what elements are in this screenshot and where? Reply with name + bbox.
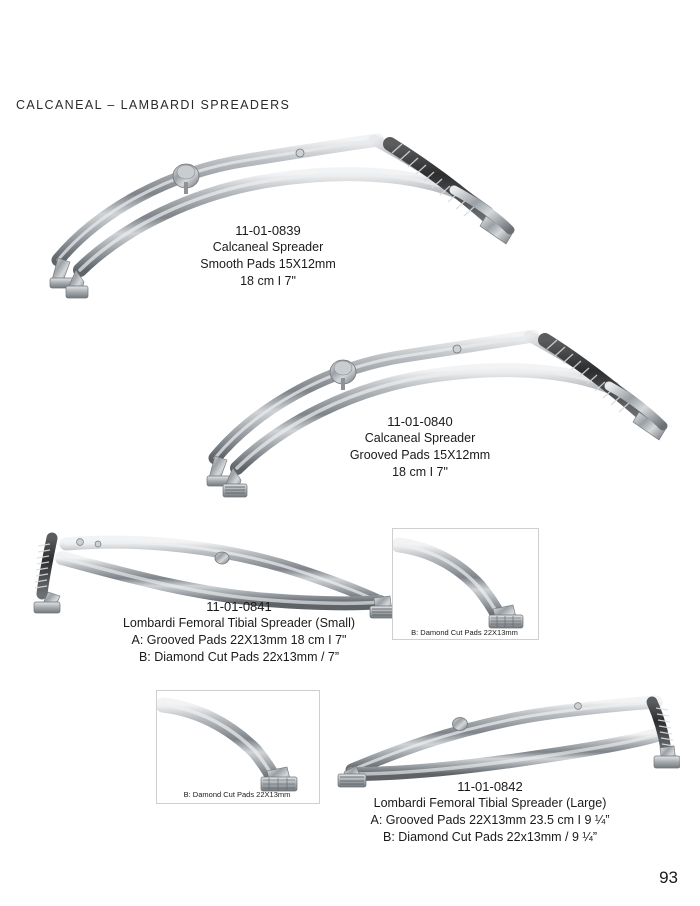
product-line-3: 18 cm I 7" — [240, 274, 296, 288]
product-line-3: 18 cm I 7" — [392, 465, 448, 479]
product-line-1: Lombardi Femoral Tibial Spreader (Large) — [373, 796, 607, 810]
product-line-2: Smooth Pads 15X12mm — [200, 257, 336, 271]
caption-11-01-0842 — [340, 778, 640, 846]
product-line-3: B: Diamond Cut Pads 22x13mm / 7” — [138, 650, 340, 664]
product-code: 11-01-0840 — [387, 414, 453, 429]
caption-11-01-0840 — [270, 413, 570, 481]
page-title: CALCANEAL – LAMBARDI SPREADERS — [16, 98, 291, 112]
product-line-1: Lombardi Femoral Tibial Spreader (Small) — [122, 616, 356, 630]
product-code: 11-01-0841 — [206, 599, 272, 614]
inset-label-2: B: Damond Cut Pads 22X13mm — [183, 790, 291, 799]
product-line-2: A: Grooved Pads 22X13mm 23.5 cm I 9 ¼” — [370, 813, 610, 827]
inset-label-1: B: Damond Cut Pads 22X13mm — [411, 628, 518, 637]
inset-box-2 — [156, 690, 320, 804]
inset-box-1 — [392, 528, 539, 640]
product-line-1: Calcaneal Spreader — [212, 240, 324, 254]
page-number: 93 — [659, 868, 678, 887]
product-line-2: Grooved Pads 15X12mm — [349, 448, 491, 462]
caption-11-01-0841 — [104, 598, 374, 666]
product-code: 11-01-0842 — [457, 779, 523, 794]
caption-11-01-0839 — [118, 222, 418, 290]
product-line-3: B: Diamond Cut Pads 22x13mm / 9 ¼” — [383, 830, 597, 844]
product-line-2: A: Grooved Pads 22X13mm 18 cm I 7" — [131, 633, 347, 647]
product-line-1: Calcaneal Spreader — [364, 431, 476, 445]
product-code: 11-01-0839 — [235, 223, 301, 238]
